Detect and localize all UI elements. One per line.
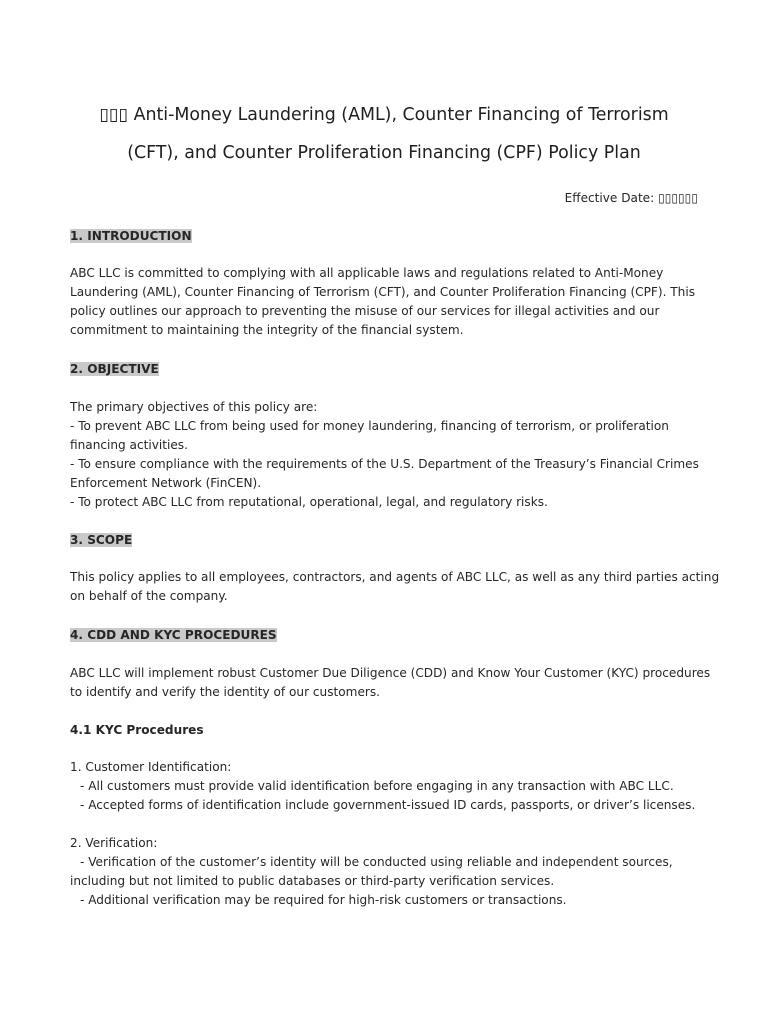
section-introduction-body bbox=[70, 264, 698, 340]
list-subitem: - Additional verification may be required for high-risk customers or transactions. bbox=[80, 893, 567, 907]
bullet-line: - To prevent ABC LLC from being used for money laundering, financing of terrorism, or proliferation bbox=[70, 419, 669, 433]
paragraph-line: This policy applies to all employees, contractors, and agents of ABC LLC, as well as any third parties acting bbox=[70, 570, 720, 584]
list-subitem-continuation: including but not limited to public databases or third-party verification services. bbox=[70, 874, 555, 888]
paragraph-line: on behalf of the company. bbox=[70, 589, 228, 603]
section-objective-heading-block bbox=[70, 360, 698, 379]
paragraph-line: commitment to maintaining the integrity of the financial system. bbox=[70, 323, 464, 337]
paragraph-line: to identify and verify the identity of our customers. bbox=[70, 685, 381, 699]
title-placeholder-glyphs: ▯▯▯ bbox=[99, 105, 129, 125]
section-cdd-kyc-heading-block bbox=[70, 626, 698, 645]
bullet-line: - To ensure compliance with the requirements of the U.S. Department of the Treasury’s Financial Crimes bbox=[70, 457, 699, 471]
subsection-heading-kyc-procedures: 4.1 KYC Procedures bbox=[70, 723, 204, 737]
list-subitem: - Accepted forms of identification include government-issued ID cards, passports, or driver’s licenses. bbox=[80, 798, 696, 812]
subsection-kyc-procedures-heading-block bbox=[70, 721, 698, 740]
paragraph-line: The primary objectives of this policy are: bbox=[70, 400, 318, 414]
section-cdd-kyc-body bbox=[70, 664, 711, 702]
bullet-continuation-line: financing activities. bbox=[70, 438, 188, 452]
effective-date-label: Effective Date: bbox=[564, 191, 655, 205]
title-line-1: Anti-Money Laundering (AML), Counter Financing of Terrorism bbox=[133, 105, 669, 125]
title-line-2: (CFT), and Counter Proliferation Financing (CPF) Policy Plan bbox=[127, 143, 641, 163]
document-title bbox=[70, 96, 698, 172]
paragraph-line: ABC LLC will implement robust Customer Due Diligence (CDD) and Know Your Customer (KYC) procedures bbox=[70, 666, 711, 680]
list-subitem: - All customers must provide valid identification before engaging in any transaction with ABC LLC. bbox=[80, 779, 674, 793]
section-scope-heading-block bbox=[70, 531, 698, 550]
section-heading-cdd-kyc: 4. CDD AND KYC PROCEDURES bbox=[70, 628, 277, 642]
section-heading-introduction: 1. INTRODUCTION bbox=[70, 229, 192, 243]
list-item-title: 2. Verification: bbox=[70, 836, 158, 850]
section-objective-body bbox=[70, 398, 698, 512]
kyc-item-customer-identification bbox=[70, 758, 698, 815]
kyc-item-verification bbox=[70, 834, 698, 910]
effective-date bbox=[565, 189, 698, 207]
bullet-line: - To protect ABC LLC from reputational, operational, legal, and regulatory risks. bbox=[70, 495, 548, 509]
paragraph-line: policy outlines our approach to preventing the misuse of our services for illegal activities and our bbox=[70, 304, 660, 318]
bullet-continuation-line: Enforcement Network (FinCEN). bbox=[70, 476, 262, 490]
list-item-title: 1. Customer Identification: bbox=[70, 760, 232, 774]
section-heading-objective: 2. OBJECTIVE bbox=[70, 362, 159, 376]
paragraph-line: ABC LLC is committed to complying with all applicable laws and regulations related to Anti-Money bbox=[70, 266, 664, 280]
effective-date-value: ▯▯▯▯▯▯ bbox=[658, 191, 698, 205]
section-heading-scope: 3. SCOPE bbox=[70, 533, 133, 547]
section-scope-body bbox=[70, 568, 720, 606]
paragraph-line: Laundering (AML), Counter Financing of Terrorism (CFT), and Counter Proliferation Financing (CPF). This bbox=[70, 285, 695, 299]
section-introduction-heading-block bbox=[70, 227, 698, 246]
list-subitem: - Verification of the customer’s identity will be conducted using reliable and independent sources, bbox=[80, 855, 673, 869]
